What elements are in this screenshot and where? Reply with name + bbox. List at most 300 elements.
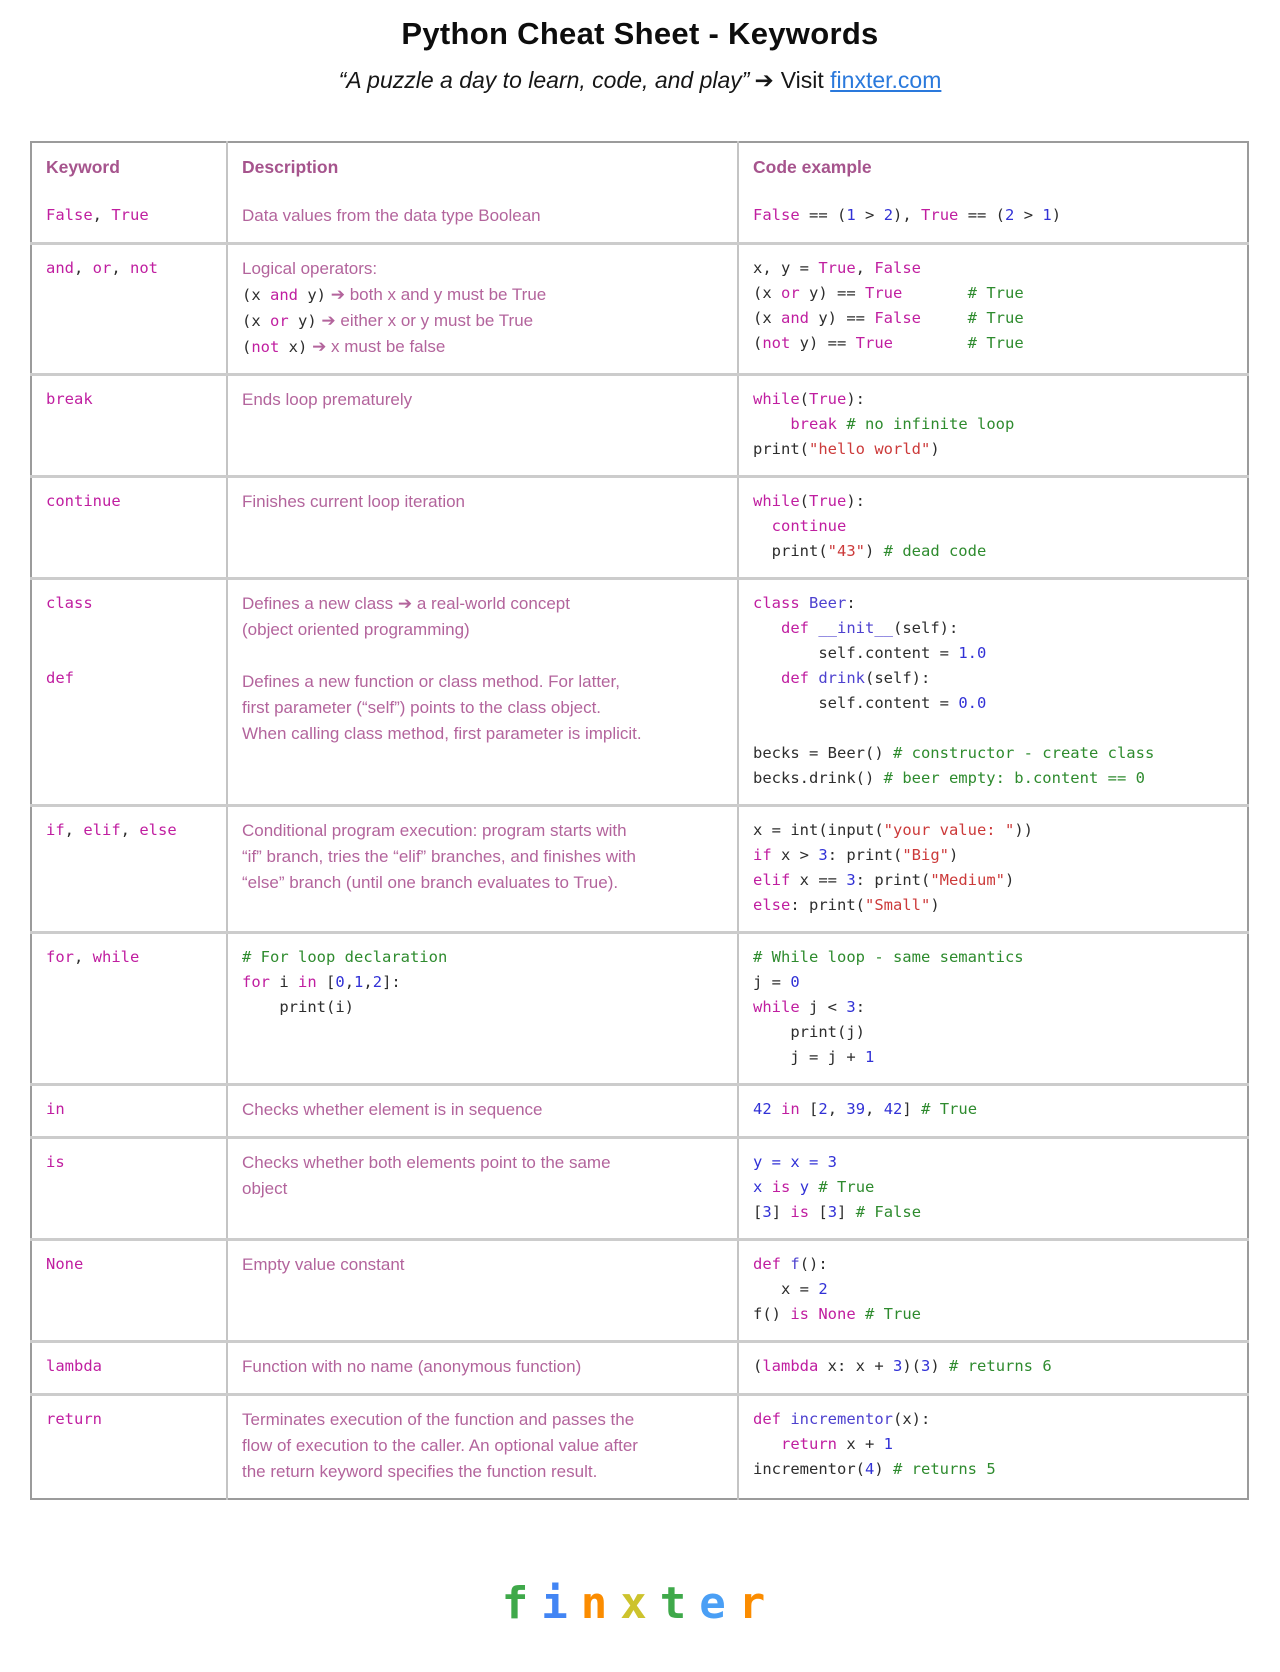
token-kw: or (270, 312, 289, 330)
keyword-label (46, 489, 218, 514)
code-line (753, 306, 1239, 331)
code-line (753, 203, 1239, 228)
keyword-label (46, 256, 218, 281)
finxter-link[interactable]: finxter.com (830, 67, 942, 93)
token-pl (781, 1410, 790, 1428)
token-num: 0 (335, 973, 345, 991)
logo-letter: f (501, 1578, 542, 1629)
token-com: # constructor - create class (892, 744, 1155, 762)
token-com: # returns 5 (893, 1460, 996, 1478)
token-pl: (x): (893, 1410, 931, 1428)
token-txt: “else” branch (until one branch evaluates to True). (242, 873, 619, 892)
description-line (242, 1459, 729, 1485)
token-txt: Ends loop prematurely (242, 390, 413, 409)
code-line (753, 1407, 1239, 1432)
token-kw: False (874, 259, 921, 277)
token-kw: or (92, 259, 112, 277)
token-num: 3 (818, 846, 828, 864)
token-com: # True (818, 1178, 875, 1196)
keyword-cell (31, 1240, 227, 1342)
token-pl: f() (753, 1305, 791, 1323)
keyword-cell (31, 192, 227, 244)
description-cell (227, 1240, 738, 1342)
token-num: y (799, 1178, 810, 1196)
token-num: 3 (893, 1357, 903, 1375)
token-kw: lambda (46, 1357, 102, 1375)
code-cell (738, 1395, 1248, 1500)
token-num: 4 (864, 1460, 875, 1478)
token-kw: for (242, 973, 270, 991)
token-str: "hello world" (809, 440, 931, 458)
token-pl: ) (930, 1357, 950, 1375)
table-row (31, 375, 1248, 477)
token-pl: becks.drink() (753, 769, 884, 787)
token-kw: None (818, 1305, 856, 1323)
token-com: # no infinite loop (846, 415, 1015, 433)
token-kw: and (46, 259, 74, 277)
logo-letter: i (541, 1578, 581, 1629)
token-pl: x) (279, 338, 308, 356)
token-kw: in (46, 1100, 65, 1118)
description-line (242, 387, 729, 413)
token-pl: )) (1014, 821, 1033, 839)
token-kw: is (790, 1203, 810, 1221)
token-pl: , (865, 1100, 884, 1118)
keyword-label (46, 203, 218, 228)
token-txt: the return keyword specifies the function result. (242, 1462, 598, 1481)
token-kw: while (92, 948, 140, 966)
description-line (242, 489, 729, 515)
token-str: "Medium" (930, 871, 1005, 889)
token-num: 3 (846, 871, 856, 889)
token-pl: , (363, 973, 373, 991)
token-kw: not (130, 259, 159, 277)
token-kw: elif (83, 821, 121, 839)
code-line (753, 766, 1239, 791)
table-body (31, 192, 1248, 1499)
token-kw: lambda (762, 1357, 819, 1375)
token-txt: “if” branch, tries the “elif” branches, and finishes with (242, 847, 637, 866)
token-pl: : print( (790, 896, 865, 914)
keyword-label (46, 387, 218, 412)
token-pl: ( (242, 338, 252, 356)
token-pl (772, 1100, 781, 1118)
token-pl: , (827, 1100, 847, 1118)
token-txt: flow of execution to the caller. An optional value after (242, 1436, 638, 1455)
keyword-label (46, 591, 218, 616)
token-pl: : print( (855, 871, 931, 889)
keyword-cell (31, 1342, 227, 1395)
keyword-cell (31, 579, 227, 806)
table-row (31, 1240, 1248, 1342)
description-cell (227, 1085, 738, 1138)
token-kw: in (298, 973, 317, 991)
token-txt: Logical operators: (242, 259, 378, 278)
token-num: 1 (846, 206, 856, 224)
code-line (753, 437, 1239, 462)
token-kw: True (855, 334, 893, 352)
keyword-cell (31, 375, 227, 477)
description-line (242, 334, 729, 360)
description-line (242, 1176, 729, 1202)
code-line (753, 1354, 1239, 1379)
token-kw: def (781, 619, 809, 637)
keyword-cell (31, 244, 227, 375)
code-cell (738, 1085, 1248, 1138)
token-kw: True (818, 259, 856, 277)
token-pl: y) (288, 312, 317, 330)
token-pl: )( (902, 1357, 922, 1375)
token-pl (753, 517, 772, 535)
token-num: 1 (883, 1435, 894, 1453)
code-line (753, 716, 1239, 741)
token-pl: ] (837, 1203, 856, 1221)
code-line (753, 995, 1239, 1020)
token-pl: , (111, 259, 131, 277)
token-name: drink (818, 669, 866, 687)
token-pl: y) == (799, 284, 865, 302)
description-line (242, 308, 729, 334)
code-line (753, 1175, 1239, 1200)
keyword-cell (31, 1138, 227, 1240)
code-cell (738, 933, 1248, 1085)
token-txt: first parameter (“self”) points to the class object. (242, 698, 602, 717)
code-line (753, 256, 1239, 281)
token-txt: Defines a new function or class method. For latter, (242, 672, 620, 691)
token-pl: , (344, 973, 355, 991)
code-cell (738, 806, 1248, 933)
token-num: 2 (1005, 206, 1015, 224)
token-pl: == ( (799, 206, 847, 224)
token-name: incrementor (790, 1410, 893, 1428)
token-com: # True (967, 284, 1024, 302)
keyword-label (46, 1354, 218, 1379)
code-cell (738, 477, 1248, 579)
token-kw: else (139, 821, 177, 839)
token-kw: else (753, 896, 791, 914)
token-pl: (x (242, 312, 270, 330)
token-txt: ➔ x must be false (307, 337, 446, 356)
token-com: # returns 6 (949, 1357, 1052, 1375)
description-line (242, 1354, 729, 1380)
token-pl: self.content = (753, 644, 959, 662)
token-pl: (self): (865, 669, 931, 687)
description-line (242, 1097, 729, 1123)
token-txt: Checks whether both elements point to the same (242, 1153, 611, 1172)
right-arrow-icon: ➔ (754, 67, 774, 93)
description-line (242, 669, 729, 695)
description-cell (227, 1342, 738, 1395)
keyword-cell (31, 806, 227, 933)
description-cell (227, 375, 738, 477)
keyword-label (46, 1097, 218, 1122)
token-kw: is (771, 1178, 791, 1196)
token-txt: Checks whether element is in sequence (242, 1100, 543, 1119)
description-line (242, 617, 729, 643)
subtitle-quote: “A puzzle a day to learn, code, and play” (338, 67, 750, 93)
token-num: 2 (818, 1280, 828, 1298)
logo-letter: t (659, 1578, 700, 1629)
token-pl: ) (874, 1460, 893, 1478)
token-pl: ) (949, 846, 959, 864)
token-pl: == ( (958, 206, 1006, 224)
token-pl (753, 415, 790, 433)
token-pl: x + (837, 1435, 884, 1453)
token-kw: True (865, 284, 903, 302)
token-com: # While loop - same semantics (753, 948, 1024, 966)
description-line (242, 1150, 729, 1176)
keyword-cell (31, 1395, 227, 1500)
token-kw: is (46, 1153, 65, 1171)
keyword-cell (31, 933, 227, 1085)
description-line (242, 695, 729, 721)
token-pl: (self): (893, 619, 959, 637)
description-line (242, 844, 729, 870)
token-com: # True (921, 1100, 978, 1118)
token-txt: (object oriented programming) (242, 620, 470, 639)
token-pl (902, 284, 967, 302)
token-kw: True (809, 390, 847, 408)
description-line (242, 870, 729, 896)
token-pl: ) (930, 440, 940, 458)
code-line (753, 1432, 1239, 1457)
table-row (31, 477, 1248, 579)
token-kw: True (921, 206, 959, 224)
subtitle-visit: Visit (780, 67, 824, 93)
token-pl (856, 1305, 865, 1323)
description-cell (227, 1395, 738, 1500)
keyword-label (46, 818, 218, 843)
table-header-row (31, 142, 1248, 192)
token-kw: continue (771, 517, 847, 535)
description-line (242, 995, 729, 1020)
token-txt: ➔ either x or y must be True (316, 311, 534, 330)
token-pl: x > (771, 846, 819, 864)
keyword-cell (31, 477, 227, 579)
token-pl: y) (298, 286, 326, 304)
code-line (753, 616, 1239, 641)
column-header-description: Description (227, 142, 738, 192)
token-pl: ] (902, 1100, 922, 1118)
description-line (242, 282, 729, 308)
token-pl: y) == (809, 309, 875, 327)
description-line (242, 945, 729, 970)
code-cell (738, 1342, 1248, 1395)
code-line (753, 1302, 1239, 1327)
token-str: "your value: " (883, 821, 1015, 839)
keywords-table (30, 141, 1249, 1500)
code-cell (738, 579, 1248, 806)
token-kw: class (46, 594, 93, 612)
description-cell (227, 579, 738, 806)
token-kw: return (46, 1410, 102, 1428)
description-line (242, 1407, 729, 1433)
token-pl (809, 1178, 818, 1196)
code-line (753, 1457, 1239, 1482)
token-pl: [ (809, 1203, 828, 1221)
token-kw: while (753, 492, 800, 510)
token-name: __init__ (818, 619, 893, 637)
token-kw: class (753, 594, 800, 612)
token-pl: , (74, 259, 93, 277)
token-pl: incrementor( (753, 1460, 865, 1478)
description-cell (227, 933, 738, 1085)
token-com: # For loop declaration (242, 948, 448, 966)
token-txt: Empty value constant (242, 1255, 405, 1274)
token-kw: continue (46, 492, 121, 510)
token-pl: i (270, 973, 298, 991)
token-kw: and (781, 309, 809, 327)
code-line (753, 1252, 1239, 1277)
token-pl: > (855, 206, 884, 224)
keyword-label (46, 666, 218, 691)
code-line (753, 970, 1239, 995)
keyword-label (46, 1407, 218, 1432)
token-com: # True (865, 1305, 922, 1323)
description-line (242, 1252, 729, 1278)
token-kw: False (753, 206, 800, 224)
table-row (31, 579, 1248, 806)
token-kw: True (809, 492, 847, 510)
code-cell (738, 192, 1248, 244)
token-kw: if (753, 846, 772, 864)
token-pl (753, 669, 781, 687)
token-kw: while (753, 390, 800, 408)
token-pl: (x (242, 286, 270, 304)
token-pl: x = int(input( (753, 821, 884, 839)
token-num: 1 (1042, 206, 1052, 224)
description-line (242, 591, 729, 617)
description-line (242, 256, 729, 282)
token-pl: self.content = (753, 694, 959, 712)
table-row (31, 1085, 1248, 1138)
token-com: # dead code (883, 542, 987, 560)
token-txt: Function with no name (anonymous function) (242, 1357, 582, 1376)
description-line (242, 1433, 729, 1459)
token-kw: not (762, 334, 791, 352)
code-line (753, 818, 1239, 843)
code-line (753, 591, 1239, 616)
table-row (31, 933, 1248, 1085)
token-str: "Big" (902, 846, 950, 864)
code-line (753, 868, 1239, 893)
token-str: "Small" (864, 896, 931, 914)
token-pl: , (64, 821, 84, 839)
token-pl (781, 1255, 790, 1273)
token-pl (809, 619, 818, 637)
token-pl (893, 334, 968, 352)
code-line (753, 539, 1239, 564)
token-num: 3 (921, 1357, 931, 1375)
code-cell (738, 375, 1248, 477)
token-pl (753, 619, 781, 637)
token-pl (809, 669, 818, 687)
token-pl: ) (1004, 871, 1015, 889)
token-pl: ]: (382, 973, 401, 991)
token-pl: (): (799, 1255, 828, 1273)
token-kw: is (790, 1305, 809, 1323)
column-header-keyword: Keyword (46, 157, 120, 177)
code-line (753, 331, 1239, 356)
token-txt: ➔ both x and y must be True (326, 285, 547, 304)
token-pl (837, 415, 846, 433)
description-cell (227, 806, 738, 933)
token-pl: becks = Beer() (753, 744, 893, 762)
token-kw: def (781, 669, 809, 687)
token-pl: print( (753, 542, 828, 560)
code-line (753, 387, 1239, 412)
code-line (753, 691, 1239, 716)
token-num: y = x = 3 (753, 1153, 837, 1171)
token-num: 42 (883, 1100, 903, 1118)
token-kw: def (46, 669, 74, 687)
token-num: 3 (827, 1203, 838, 1221)
token-pl: ): (846, 492, 866, 510)
token-kw: if (46, 821, 65, 839)
token-kw: def (753, 1410, 781, 1428)
token-kw: return (781, 1435, 837, 1453)
token-pl: x == (790, 871, 847, 889)
token-pl: ) (1051, 206, 1062, 224)
token-pl: [ (316, 973, 336, 991)
token-pl: ( (799, 492, 810, 510)
token-kw: True (111, 206, 149, 224)
code-cell (738, 1240, 1248, 1342)
token-kw: for (46, 948, 74, 966)
code-line (753, 893, 1239, 918)
token-kw: elif (753, 871, 791, 889)
token-pl: > (1014, 206, 1043, 224)
code-line (753, 1097, 1239, 1122)
token-num: 39 (846, 1100, 866, 1118)
token-pl: : (855, 998, 866, 1016)
token-txt: Data values from the data type Boolean (242, 206, 541, 225)
token-kw: def (753, 1255, 781, 1273)
code-line (753, 1150, 1239, 1175)
description-line (242, 970, 729, 995)
description-cell (227, 192, 738, 244)
token-kw: False (874, 309, 921, 327)
page-subtitle (0, 67, 1280, 94)
token-pl: : (846, 594, 856, 612)
token-kw: break (46, 390, 93, 408)
token-num: x (753, 1178, 763, 1196)
code-cell (738, 1138, 1248, 1240)
table-row (31, 192, 1248, 244)
code-line (753, 945, 1239, 970)
code-line (753, 514, 1239, 539)
description-cell (227, 244, 738, 375)
column-header-code-example: Code example (738, 142, 1248, 192)
token-txt: When calling class method, first parameter is implicit. (242, 724, 642, 743)
token-pl: y) == (790, 334, 856, 352)
token-pl: ), (893, 206, 922, 224)
token-pl: ): (846, 390, 866, 408)
token-com: # True (967, 334, 1024, 352)
token-pl (762, 1178, 771, 1196)
token-com: # False (855, 1203, 922, 1221)
code-line (753, 1020, 1239, 1045)
token-pl: ( (753, 1357, 763, 1375)
table-row (31, 244, 1248, 375)
keyword-label (46, 1150, 218, 1175)
token-num: 3 (762, 1203, 772, 1221)
code-line (753, 741, 1239, 766)
code-line (753, 489, 1239, 514)
token-pl: j < (799, 998, 847, 1016)
keyword-label (46, 1252, 218, 1277)
token-num: 0 (790, 973, 800, 991)
